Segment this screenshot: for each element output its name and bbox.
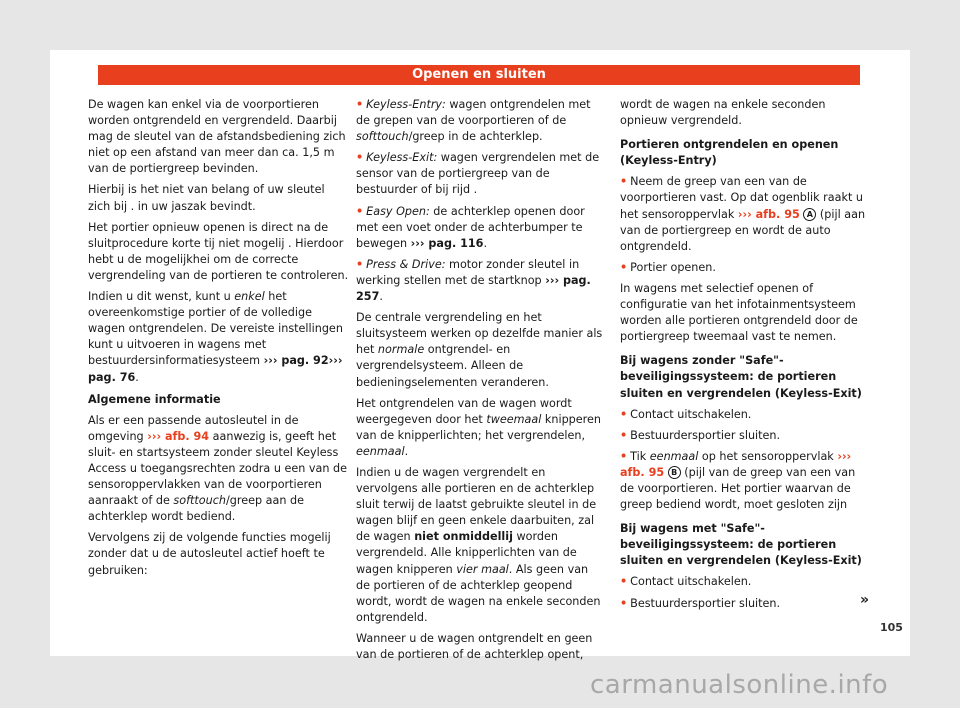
bullet-icon: • [356, 98, 364, 111]
bullet-item: • Press & Drive: motor zonder sleutel in werking stellen met de startknop ››› pag. 257. [356, 257, 591, 304]
bullet-item: • Easy Open: de achterklep openen door met een voet onder de achterbumper te bewegen ››› pag. 116. [356, 204, 585, 250]
paragraph: Hierbij is het niet van belang of uw sleutel zich bij . in uw jaszak bevindt. [88, 183, 325, 213]
bullet-icon: • [356, 257, 364, 271]
bullet-icon: • [356, 204, 364, 218]
bullet-item: • Tik eenmaal op het sensoroppervlak ››› afb. 95 B (pijl van de greep van een van de voorportieren. Het portier waarvan de greep bediend wordt, moet gesloten zijn [620, 449, 856, 512]
paragraph: De wagen kan enkel via de voorportieren worden ontgrendeld en vergrendeld. Daarbij mag de sleutel van de afstandsbediening zich niet op een afstand van meer dan ca. 1,5 m van de portiergreep bevinden. [88, 98, 346, 176]
paragraph: Het portier opnieuw openen is direct na de sluitprocedure korte tij niet mogelij . Hierdoor hebt u de mogelijkhei om de correcte vergrendeling van de portieren te controleren. [88, 220, 349, 282]
bullet-icon: • [356, 151, 364, 165]
section-heading: Algemene informatie [88, 392, 221, 406]
bullet-icon: • [620, 449, 628, 463]
page-reference[interactable]: ››› pag. 116 [410, 236, 484, 250]
figure-reference[interactable]: ››› afb. 95 [737, 207, 800, 221]
paragraph: Indien u de wagen vergrendelt en vervolgens alle portieren en de achterklep sluit terwij de laatst gebruikte sleutel in de wagen blijf en geen enkele daarbuiten, zal de wagen niet onmiddellij worden vergrendeld. Alle knipperlichten van de wagen knipperen vier maal. Als geen van de portieren of de achterklep geopend wordt, wordt de wagen na enkele seconden ontgrendeld. [356, 465, 601, 624]
figure-reference[interactable]: ››› afb. 94 [147, 429, 210, 443]
bullet-item: • Keyless-Exit: wagen vergrendelen met de sensor van de portiergreep van de bestuurder of bij rijd . [356, 151, 600, 197]
bullet-item: • Portier openen. [620, 260, 716, 274]
callout-marker: A [803, 208, 816, 221]
continue-arrow-icon: » [860, 592, 870, 608]
bullet-item: • Bestuurdersportier sluiten. [620, 428, 781, 442]
watermark: carmanualsonline.info [590, 670, 889, 700]
bullet-icon: • [620, 260, 628, 274]
column-2 [356, 97, 603, 668]
column-3 [620, 97, 870, 617]
bullet-icon: • [620, 575, 628, 589]
section-title: Openen en sluiten [98, 65, 860, 85]
section-heading: Bij wagens met "Safe"-beveiligingssysteem: de portieren sluiten en vergrendelen (Keyless-Exit) [620, 522, 862, 568]
bullet-icon: • [620, 407, 628, 421]
bullet-item: • Contact uitschakelen. [620, 575, 752, 589]
bullet-item: • Bestuurdersportier sluiten. [620, 596, 781, 610]
paragraph: Als er een passende autosleutel in de omgeving ››› afb. 94 aanwezig is, geeft het sluit- en startsysteem zonder sleutel Keyless Access u toegangsrechten zodra u een van de sensoroppervlakken van de voorportieren aanraakt of de softtouch/greep aan de achterklep wordt bediend. [88, 413, 347, 524]
bullet-icon: • [620, 428, 628, 442]
paragraph: wordt de wagen na enkele seconden opnieuw vergrendeld. [620, 98, 826, 128]
section-heading: Bij wagens zonder "Safe"-beveiligingssysteem: de portieren sluiten en vergrendelen (Keyless-Exit) [620, 354, 862, 400]
page-number: 105 [880, 621, 903, 634]
callout-marker: B [668, 466, 681, 479]
figure-reference[interactable]: ››› afb. 95 [620, 449, 852, 479]
bullet-item: • Keyless-Entry: wagen ontgrendelen met de grepen van de voorportieren of de softtouch/greep in de achterklep. [356, 98, 591, 144]
page-reference[interactable]: ››› pag. 257 [356, 273, 591, 304]
paragraph: Wanneer u de wagen ontgrendelt en geen van de portieren of de achterklep opent, [356, 631, 593, 661]
paragraph: Het ontgrendelen van de wagen wordt weergegeven door het tweemaal knipperen van de knipperlichten; het vergrendelen, eenmaal. [356, 396, 601, 458]
bullet-icon: • [620, 596, 628, 610]
bullet-icon: • [620, 175, 628, 189]
paragraph: De centrale vergrendeling en het sluitsysteem werken op dezelfde manier als het normale ontgrendel- en vergrendelsysteem. Alleen de bedieningselementen veranderen. [356, 311, 603, 389]
paragraph: Vervolgens zij de volgende functies mogelij zonder dat u de autosleutel actief hoeft te gebruiken: [88, 531, 331, 577]
bullet-item: • Contact uitschakelen. [620, 407, 752, 421]
column-1 [88, 97, 350, 584]
bullet-item: • Neem de greep van een van de voorportieren vast. Op dat ogenblik raakt u het sensoroppervlak ››› afb. 95 A (pijl aan van de portiergreep en wordt de auto ontgrendeld. [620, 175, 866, 253]
page-reference[interactable]: ››› pag. 92 [263, 354, 329, 368]
section-heading: Portieren ontgrendelen en openen (Keyless-Entry) [620, 138, 839, 168]
paragraph: In wagens met selectief openen of configuratie van het infotainmentsysteem worden alle portieren ontgrendeld door de portiergreep tweemaal vast te nemen. [620, 281, 858, 344]
paragraph: Indien u dit wenst, kunt u enkel het overeenkomstige portier of de volledige wagen ontgrendelen. De vereiste instellingen kunt u uitvoeren in wagens met bestuurdersinformatiesysteem ››› pag. 92››› pag. 76. [88, 290, 343, 384]
page-reference[interactable]: ››› pag. 76 [88, 354, 343, 384]
